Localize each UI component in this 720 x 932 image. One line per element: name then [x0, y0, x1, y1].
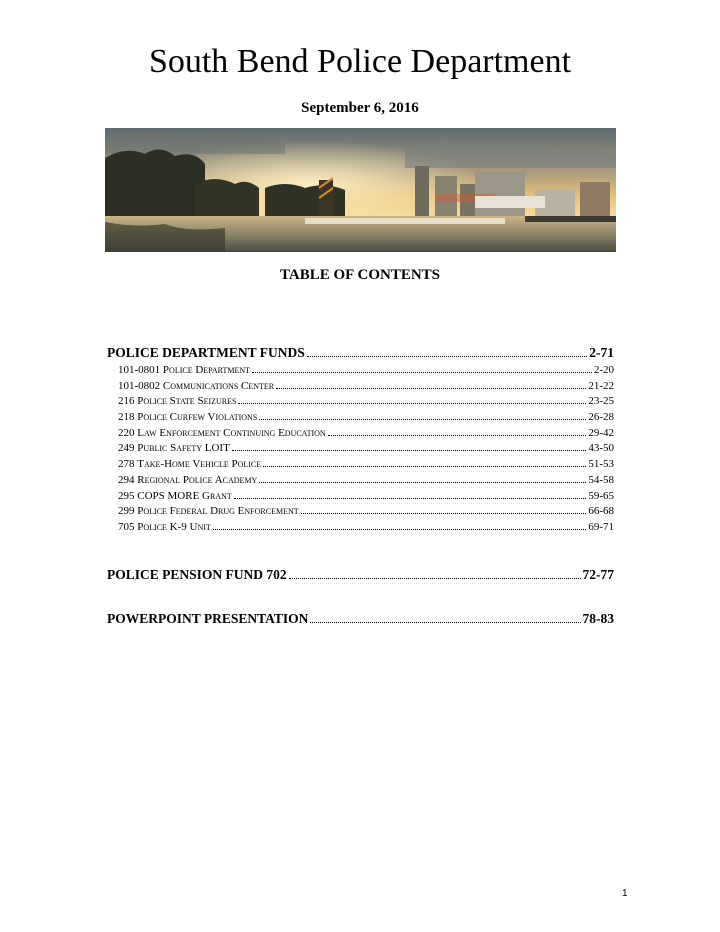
toc-entry-pages: 78-83	[582, 611, 614, 626]
fund-code: 294	[118, 473, 135, 486]
fund-code: 101-0801	[118, 364, 161, 376]
toc-leader	[301, 506, 587, 515]
toc-subentry-pages: 54-58	[588, 473, 614, 486]
fund-code: 295	[118, 489, 135, 502]
fund-code: 218	[118, 411, 135, 424]
fund-name: Police Department	[162, 364, 251, 376]
toc-leader	[289, 569, 581, 579]
fund-code: 705	[118, 520, 135, 533]
toc-entry-pages: 72-77	[582, 567, 614, 582]
fund-code: 216	[118, 395, 135, 408]
toc-leader	[234, 490, 587, 499]
toc-heading: TABLE OF CONTENTS	[279, 267, 441, 283]
toc-subentry	[118, 363, 614, 379]
toc-subentry	[118, 379, 614, 395]
toc-subentry-pages: 43-50	[588, 442, 614, 455]
bridge-tower	[319, 178, 333, 222]
toc-leader	[310, 613, 580, 623]
toc-subentry	[118, 441, 614, 457]
toc-section-police-department-funds	[107, 343, 614, 536]
toc-leader	[259, 474, 586, 483]
fund-name: Communications Center	[162, 379, 275, 392]
toc-subentry	[118, 394, 614, 410]
toc-subentry-pages: 2-20	[593, 364, 614, 376]
toc-section-powerpoint	[107, 609, 614, 629]
fund-name: Police Curfew Violations	[137, 411, 258, 424]
page-number: 1	[622, 888, 628, 899]
toc-leader	[238, 396, 586, 405]
fund-name: Police Federal Drug Enforcement	[137, 505, 299, 518]
toc-entry	[107, 609, 614, 629]
document-date: September 6, 2016	[301, 100, 419, 116]
toc-subentry	[118, 520, 614, 536]
document-title: South Bend Police Department	[148, 43, 572, 80]
toc-subentry	[118, 489, 614, 505]
fund-name: Law Enforcement Continuing Education	[137, 426, 326, 439]
fund-name: Take-Home Vehicle Police	[137, 458, 262, 471]
toc-subentry	[118, 504, 614, 520]
toc-entry	[107, 343, 614, 363]
fund-name: Police K-9 Unit	[137, 520, 211, 533]
toc-subentry-pages: 26-28	[588, 411, 614, 424]
toc-subentry	[118, 410, 614, 426]
toc-subentry-pages: 69-71	[588, 520, 614, 533]
fund-code: 278	[118, 458, 135, 471]
toc-subentry-pages: 23-25	[588, 395, 614, 408]
fund-code: 249	[118, 442, 135, 455]
toc-subentry-pages: 59-65	[588, 489, 614, 502]
city-skyline-photo	[105, 128, 616, 252]
toc-subentry	[118, 457, 614, 473]
fund-name: Police State Seizures	[137, 395, 237, 408]
toc-leader	[213, 521, 587, 530]
toc-leader	[263, 458, 586, 467]
toc-leader	[232, 443, 587, 452]
toc-leader	[276, 380, 586, 389]
toc-entry-label: POWERPOINT PRESENTATION	[107, 611, 309, 626]
toc-subentry-pages: 66-68	[588, 505, 614, 518]
toc-subentry	[118, 426, 614, 442]
fund-code: 101-0802	[118, 379, 161, 392]
fund-name: Regional Police Academy	[137, 473, 258, 486]
toc-leader	[307, 347, 587, 357]
fund-code: 299	[118, 505, 135, 518]
fund-name: Public Safety LOIT	[137, 442, 230, 455]
toc-entry-label: POLICE DEPARTMENT FUNDS	[107, 345, 305, 360]
toc-leader	[252, 364, 592, 373]
fund-code: 220	[118, 426, 135, 439]
toc-leader	[259, 411, 586, 420]
toc-subentry-pages: 51-53	[588, 458, 614, 471]
toc-section-police-pension-fund	[107, 565, 614, 585]
toc-entry-pages: 2-71	[589, 345, 614, 360]
toc-entry-label: POLICE PENSION FUND 702	[107, 567, 287, 582]
toc-subentry-pages: 29-42	[588, 426, 614, 439]
toc-subentry	[118, 473, 614, 489]
toc-entry	[107, 565, 614, 585]
toc-subentry-pages: 21-22	[588, 379, 614, 392]
fund-name: COPS MORE Grant	[137, 489, 232, 502]
toc-leader	[328, 427, 587, 436]
